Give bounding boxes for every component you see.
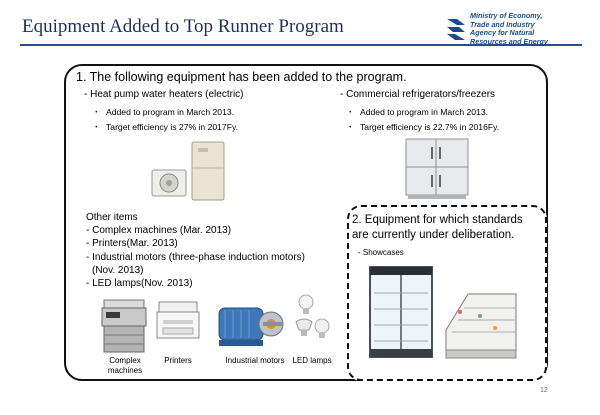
slide-title: Equipment Added to Top Runner Program <box>22 16 344 37</box>
caption-complex-line-2: machines <box>107 366 143 375</box>
caption-industrial-motors: Industrial motors <box>225 356 285 365</box>
meti-logo-icon <box>445 16 467 42</box>
showcase-fridge-image <box>368 265 434 363</box>
heat-pump-bullet-2-text: Target efficiency is 27% in 2017Fy. <box>106 122 238 132</box>
agency-name <box>470 12 548 46</box>
heat-pump-image <box>150 140 230 202</box>
other-item-led-lamps: - LED lamps(Nov. 2013) <box>86 278 193 290</box>
other-item-complex-machines: - Complex machines (Mar. 2013) <box>86 225 232 237</box>
refrigerator-image <box>404 137 470 201</box>
logo-line-3: Agency for Natural <box>470 28 535 38</box>
other-items <box>86 211 305 290</box>
other-item-industrial-motors-date: (Nov. 2013) <box>92 264 144 276</box>
section1-heading: 1. The following equipment has been added to the program. <box>76 70 407 84</box>
refrigerator-bullet-1-text: Added to program in March 2013. <box>360 107 489 117</box>
section2-heading-line-2: are currently under deliberation. <box>352 229 515 241</box>
refrigerator-bullet-1: ・ Added to program in March 2013. <box>346 107 489 117</box>
industrial-motor-image <box>213 298 287 350</box>
logo-line-1: Ministry of Economy, <box>470 11 543 20</box>
logo-line-2: Trade and Industry <box>470 19 535 29</box>
refrigerator-bullet-2: ・ Target efficiency is 22.7% in 2016Fy. <box>346 122 500 132</box>
section2-heading <box>352 213 523 243</box>
caption-complex-machines <box>98 356 152 376</box>
heat-pump-heading: - Heat pump water heaters (electric) <box>84 89 244 100</box>
led-lamps-image <box>292 292 334 346</box>
caption-led-lamps: LED lamps <box>292 356 332 365</box>
heat-pump-bullet-2: ・ Target efficiency is 27% in 2017Fy. <box>92 122 238 132</box>
caption-complex-line-1: Complex <box>109 356 141 365</box>
logo-line-4: Resources and Energy <box>470 36 548 46</box>
showcases-label: - Showcases <box>358 248 404 257</box>
heat-pump-bullet-1-text: Added to program in March 2013. <box>106 107 235 117</box>
printer-image <box>155 300 201 342</box>
complex-machine-image <box>100 298 148 354</box>
section2-heading-line-1: 2. Equipment for which standards <box>352 214 523 226</box>
caption-printers: Printers <box>164 356 192 365</box>
page-number: 12 <box>540 387 548 394</box>
refrigerator-heading: - Commercial refrigerators/freezers <box>340 89 496 100</box>
other-item-industrial-motors: - Industrial motors (three-phase induction motors) <box>86 251 305 263</box>
other-item-printers: - Printers(Mar. 2013) <box>86 238 178 250</box>
refrigerator-bullet-2-text: Target efficiency is 22.7% in 2016Fy. <box>360 122 500 132</box>
open-showcase-image <box>440 290 522 364</box>
heat-pump-bullet-1: ・ Added to program in March 2013. <box>92 107 235 117</box>
other-items-heading: Other items <box>86 212 138 223</box>
